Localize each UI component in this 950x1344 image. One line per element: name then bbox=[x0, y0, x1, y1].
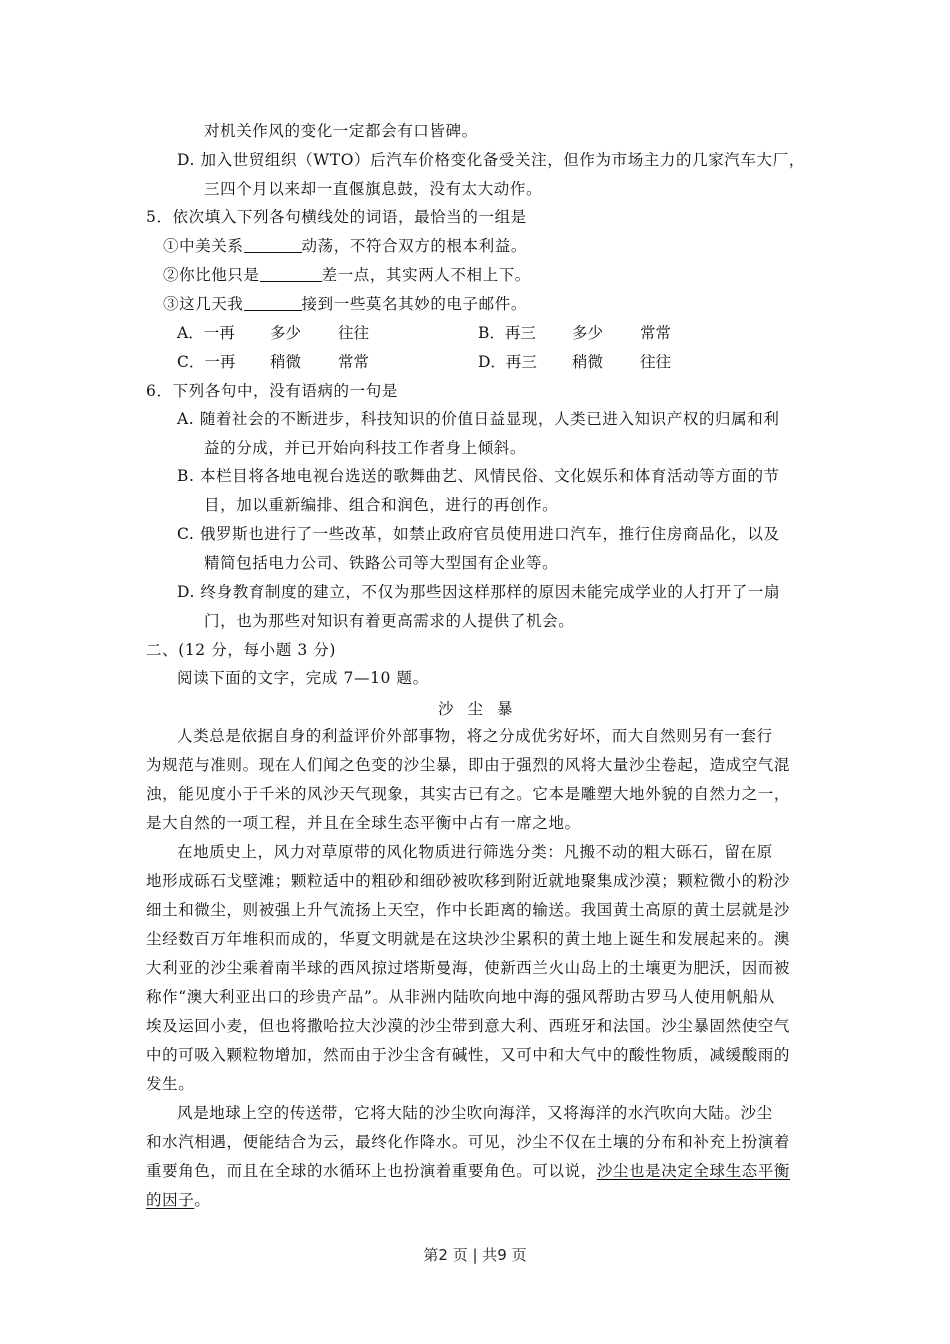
passage-p2-line4: 尘经数百万年堆积而成的，华夏文明就是在这块沙尘累积的黄土地上诞生和发展起来的。澳 bbox=[146, 930, 791, 948]
passage-p3-line2: 和水汽相遇，便能结合为云，最终化作降水。可见，沙尘不仅在土壤的分布和补充上扮演着 bbox=[146, 1133, 791, 1151]
passage-p2-line7: 埃及运回小麦，但也将撒哈拉大沙漠的沙尘带到意大利、西班牙和法国。沙尘暴固然使空气 bbox=[146, 1017, 791, 1035]
q4-option-c-continuation: 对机关作风的变化一定都会有口皆碑。 bbox=[204, 122, 478, 140]
q6-stem: 6．下列各句中，没有语病的一句是 bbox=[146, 382, 398, 400]
passage-p2-line3: 细土和微尘，则被强上升气流扬上天空，作中长距离的输送。我国黄土高原的黄土层就是沙 bbox=[146, 901, 791, 919]
q6-option-b-line2: 目，加以重新编排、组合和润色，进行的再创作。 bbox=[204, 496, 559, 514]
passage-p3-line4 bbox=[146, 1190, 210, 1210]
q6-option-d-line2: 门，也为那些对知识有着更高需求的人提供了机会。 bbox=[204, 612, 575, 630]
q5-s1-post: 动荡，不符合双方的根本利益。 bbox=[301, 237, 527, 255]
passage-p1-line3: 浊，能见度小于千米的风沙天气现象，其实古已有之。它本是雕塑大地外貌的自然力之一， bbox=[146, 785, 791, 803]
q5-option-b-label: B．再三 bbox=[478, 324, 536, 342]
q5-sentence-2 bbox=[163, 265, 531, 285]
passage-p2-line1: 在地质史上，风力对草原带的风化物质进行筛选分类：凡搬不动的粗大砾石，留在原 bbox=[177, 843, 773, 861]
passage-p1-line1: 人类总是依据自身的利益评价外部事物，将之分成优劣好坏，而大自然则另有一套行 bbox=[177, 727, 773, 745]
q6-option-c-line2: 精简包括电力公司、铁路公司等大型国有企业等。 bbox=[204, 554, 559, 572]
q5-option-a-word2: 多少 bbox=[270, 324, 302, 342]
q5-s3-pre: ③这几天我 bbox=[163, 295, 244, 313]
q4-option-d-line2: 三四个月以来却一直偃旗息鼓，没有太大动作。 bbox=[204, 180, 543, 198]
q5-s3-post: 接到一些莫名其妙的电子邮件。 bbox=[301, 295, 527, 313]
q5-sentence-3 bbox=[163, 294, 527, 314]
q5-option-a-word3: 往往 bbox=[338, 324, 370, 342]
q5-option-d-word3: 往往 bbox=[640, 353, 672, 371]
passage-p1-line2: 为规范与准则。现在人们闻之色变的沙尘暴，即由于强烈的风将大量沙尘卷起，造成空气混 bbox=[146, 756, 791, 774]
q6-option-d-line1: D. 终身教育制度的建立，不仅为那些因这样那样的原因未能完成学业的人打开了一扇 bbox=[177, 583, 781, 601]
q5-s1-blank bbox=[244, 236, 302, 253]
q5-stem: 5．依次填入下列各句横线处的词语，最恰当的一组是 bbox=[146, 208, 527, 226]
q5-s2-pre: ②你比他只是 bbox=[163, 266, 260, 284]
q5-option-b-word3: 常常 bbox=[640, 324, 672, 342]
q6-option-a-line2: 益的分成，并已开始向科技工作者身上倾斜。 bbox=[204, 439, 527, 457]
underlined-key-sentence-part2: 的因子 bbox=[146, 1191, 195, 1209]
passage-p3-line4-end: 。 bbox=[194, 1191, 211, 1209]
q5-option-d-word2: 稍微 bbox=[572, 353, 604, 371]
q6-option-a-line1: A. 随着社会的不断进步，科技知识的价值日益显现，人类已进入知识产权的归属和利 bbox=[177, 410, 780, 428]
passage-p2-line5: 大利亚的沙尘乘着南半球的西风掠过塔斯曼海，使新西兰火山岛上的土壤更为肥沃，因而被 bbox=[146, 959, 791, 977]
q4-option-d-line1: D. 加入世贸组织（WTO）后汽车价格变化备受关注，但作为市场主力的几家汽车大厂， bbox=[177, 151, 805, 169]
q5-s1-pre: ①中美关系 bbox=[163, 237, 244, 255]
q5-option-c-label: C．一再 bbox=[177, 353, 236, 371]
q6-option-c-line1: C. 俄罗斯也进行了一些改革，如禁止政府官员使用进口汽车，推行住房商品化，以及 bbox=[177, 525, 780, 543]
passage-p3-line3 bbox=[146, 1161, 790, 1181]
passage-p1-line4: 是大自然的一项工程，并且在全球生态平衡中占有一席之地。 bbox=[146, 814, 581, 832]
q5-option-b-word2: 多少 bbox=[572, 324, 604, 342]
section-2-instruction: 阅读下面的文字，完成 7—10 题。 bbox=[177, 669, 429, 687]
q5-s2-post: 差一点，其实两人不相上下。 bbox=[321, 266, 531, 284]
page-number-footer: 第2 页 | 共9 页 bbox=[423, 1246, 527, 1264]
passage-p2-line9: 发生。 bbox=[146, 1075, 195, 1093]
q5-option-d-label: D．再三 bbox=[478, 353, 537, 371]
q5-s2-blank bbox=[260, 265, 322, 282]
passage-p3-line3-text: 重要角色，而且在全球的水循环上也扮演着重要角色。可以说， bbox=[146, 1162, 597, 1180]
q6-option-b-line1: B. 本栏目将各地电视台选送的歌舞曲艺、风情民俗、文化娱乐和体育活动等方面的节 bbox=[177, 467, 780, 485]
passage-p2-line2: 地形成砾石戈壁滩；颗粒适中的粗砂和细砂被吹移到附近就地聚集成沙漠；颗粒微小的粉沙 bbox=[146, 872, 791, 890]
q5-s3-blank bbox=[244, 294, 302, 311]
passage-p2-line8: 中的可吸入颗粒物增加，然而由于沙尘含有碱性，又可中和大气中的酸性物质，减缓酸雨的 bbox=[146, 1046, 791, 1064]
q5-option-c-word2: 稍微 bbox=[270, 353, 302, 371]
q5-option-a-label: A．一再 bbox=[177, 324, 235, 342]
q5-option-c-word3: 常常 bbox=[338, 353, 370, 371]
section-2-heading: 二、(12 分，每小题 3 分) bbox=[146, 641, 337, 659]
passage-title: 沙尘暴 bbox=[438, 700, 527, 718]
underlined-key-sentence-part1: 沙尘也是决定全球生态平衡 bbox=[596, 1162, 791, 1180]
passage-p3-line1: 风是地球上空的传送带，它将大陆的沙尘吹向海洋，又将海洋的水汽吹向大陆。沙尘 bbox=[177, 1104, 773, 1122]
passage-p2-line6: 称作“澳大利亚出口的珍贵产品”。从非洲内陆吹向地中海的强风帮助古罗马人使用帆船从 bbox=[146, 988, 775, 1006]
q5-sentence-1 bbox=[163, 236, 527, 256]
